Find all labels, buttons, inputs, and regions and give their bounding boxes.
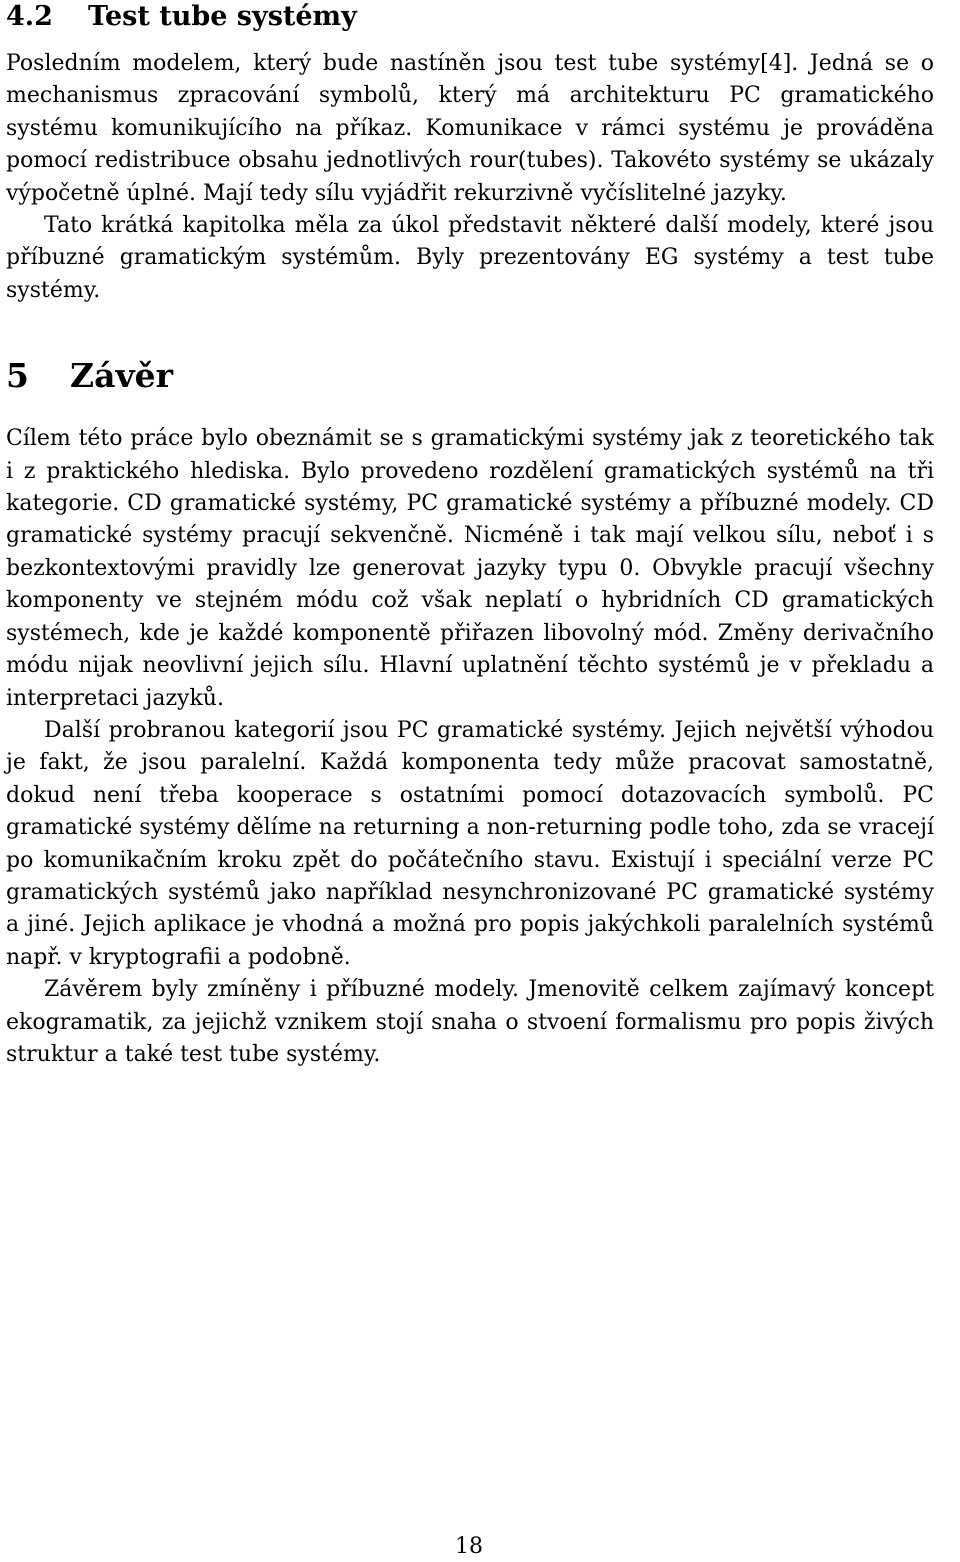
paragraph-conclusion-cd-systems: Cílem této práce bylo obeznámit se s gramatickými systémy jak z teoretického tak i z praktického hlediska. Bylo provedeno rozdělení gramatických systémů na tři kategorie. CD gramatické systémy, PC gramatické systémy a příbuzné modely. CD gramatické systémy pracují sekvenčně. Nicméně i tak mají velkou sílu, neboť i s bezkontextovými pravidly lze generovat jazyky typu 0. Obvykle pracují všechny komponenty ve stejném módu což však neplatí o hybridních CD gramatických systémech, kde je každé komponentě přiřazen libovolný mód. Změny derivačního módu nijak neovlivní jejich sílu. Hlavní uplatnění těchto systémů je v překladu a interpretaci jazyků.	[6, 426, 934, 711]
document-page	[6, 0, 934, 1071]
paragraph-chapter-summary: Tato krátká kapitolka měla za úkol představit některé další modely, které jsou příbuzné gramatickým systémům. Byly prezentovány EG systémy a test tube systémy.	[6, 213, 934, 303]
subsection-number: 4.2	[6, 1, 53, 32]
page-number: 18	[455, 1534, 483, 1559]
paragraph-conclusion-pc-systems: Další probranou kategorií jsou PC gramatické systémy. Jejich největší výhodou je fakt, že jsou paralelní. Každá komponenta tedy může pracovat samostatně, dokud není třeba kooperace s ostatními pomocí dotazovacích symbolů. PC gramatické systémy dělíme na returning a non-returning podle toho, zda se vracejí po komunikačním kroku zpět do počátečního stavu. Existují i speciální verze PC gramatických systémů jako například nesynchronizované PC gramatické systémy a jiné. Jejich aplikace je vhodná a možná pro popis jakýchkoli paralelních systémů např. v kryptografii a podobně.	[6, 717, 934, 970]
paragraph-test-tube-description: Posledním modelem, který bude nastíněn jsou test tube systémy[4]. Jedná se o mechanismus zpracování symbolů, který má architekturu PC gramatického systému komunikujícího na příkaz. Komunikace v rámci systému je prováděna pomocí redistribuce obsahu jednotlivých rour(tubes). Takovéto systémy se ukázaly výpočetně úplné. Mají tedy sílu vyjádřit rekurzivně vyčíslitelné jazyky.	[6, 51, 934, 206]
paragraph-conclusion-related-models: Závěrem byly zmíněny i příbuzné modely. Jmenovitě celkem zajímavý koncept ekogramatik, za jejichž vznikem stojí snaha o stvoení formalismu pro popis živých struktur a také test tube systémy.	[6, 977, 934, 1067]
subsection-title: Test tube systémy	[88, 1, 357, 32]
section-title: Závěr	[70, 356, 174, 396]
subsection-heading	[6, 0, 934, 48]
section-heading	[6, 307, 934, 423]
section-number: 5	[6, 356, 29, 396]
